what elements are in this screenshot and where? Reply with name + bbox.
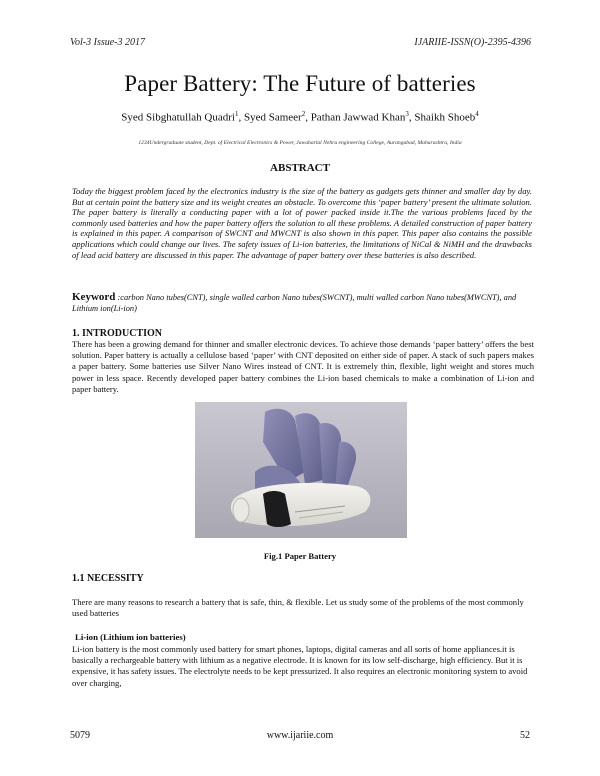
author-sup: 4 — [475, 110, 479, 118]
footer-page-number: 52 — [520, 730, 530, 741]
paper-title: Paper Battery: The Future of batteries — [124, 71, 476, 96]
keywords-text: :carbon Nano tubes(CNT), single walled carbon Nano tubes(SWCNT), multi walled carbon Nano tubes(MWCNT), and Lithium ion(Li-ion) — [72, 293, 517, 313]
author: Syed Sibghatullah Quadri — [121, 111, 235, 124]
keywords-label: Keyword — [72, 291, 116, 303]
footer-website: www.ijariie.com — [266, 730, 334, 741]
section-heading-necessity: 1.1 NECESSITY — [72, 573, 144, 584]
header-issn: IJARIIE-ISSN(O)-2395-4396 — [414, 37, 531, 48]
subsection-heading-liion: Li-ion (Lithium ion batteries) — [75, 632, 186, 642]
author: Pathan Jawwad Khan — [310, 111, 406, 124]
keywords — [72, 292, 534, 314]
footer-article-number: 5079 — [70, 730, 90, 741]
affiliation: 1234Undergraduate student, Dept. of Electrical Electronics & Power, Jawaharlal Nehru engineering College, Aurangabad, Maharashtra, India — [138, 140, 462, 146]
header-volume: Vol-3 Issue-3 2017 — [70, 37, 145, 48]
abstract-text: Today the biggest problem faced by the electronics industry is the size of the battery as gadgets gets thinner and smaller day by day. But at certain point the battery size and its weight creates an obstacle. To overcome this ‘paper battery’ present the ultimate solution. The paper battery is literally a conducting paper with a lot of power packed inside it.The the various problems faced by the commonly used batteries and how the paper battery offers the solution to all these problems. A detailed construction of paper battery is explained in this paper. A comparison of SWCNT and MWCNT is also shown in this paper. This paper also contains the possible applications which could change our lives. The safety issues of Li-ion batteries, the limitations of NiCal & NiMH and the drawbacks of lead acid battery are discussed in this paper. The advantage of paper battery over these batteries is also described. — [72, 186, 532, 260]
author-list: Syed Sibghatullah Quadri$^1$, Syed Sameer$^2$, Pathan Jawwad Khan$^3$, Shaikh Shoeb$^4$ — [121, 110, 479, 124]
necessity-text: There are many reasons to research a battery that is safe, thin, & flexible. Let us study some of the problems of the most commonly used batteries — [72, 597, 524, 619]
abstract-heading: ABSTRACT — [270, 162, 330, 174]
author-sup: 3 — [405, 110, 409, 118]
author: Shaikh Shoeb — [414, 111, 476, 124]
author: Syed Sameer — [243, 111, 302, 124]
author-sup: 1 — [234, 110, 239, 118]
introduction-text: There has been a growing demand for thinner and smaller electronic devices. To achieve those demands ‘paper battery’ offers the best solution. Paper battery is actually a cellulose based ‘paper’ with CNT deposited on either side of paper. A stack of such papers makes a paper battery. Some batteries use Silver Nano Wires instead of CNT. It is extremely thin, flexible, light weight and stores much power in less space. Recently developed paper battery combines the Li-ion based chemicals to make a combination of Li-ion and paper battery. — [72, 339, 534, 394]
liion-text: Li-ion battery is the most commonly used battery for smart phones, laptops, digital cameras and all sorts of home appliances.it is basically a rechargeable battery with lithium as a negative electrode. It is known for its low self-discharge, high efficiency. But it is expensive, it has safety issues. The electrolyte needs to be kept pressurized. It also requires an electronic monitoring system to avoid over charging, — [72, 644, 528, 688]
figure-caption: Fig.1 Paper Battery — [263, 551, 337, 561]
author-sup: 2 — [301, 110, 306, 118]
paper-battery-photo — [195, 402, 407, 538]
section-heading-introduction: 1. INTRODUCTION — [72, 328, 163, 339]
